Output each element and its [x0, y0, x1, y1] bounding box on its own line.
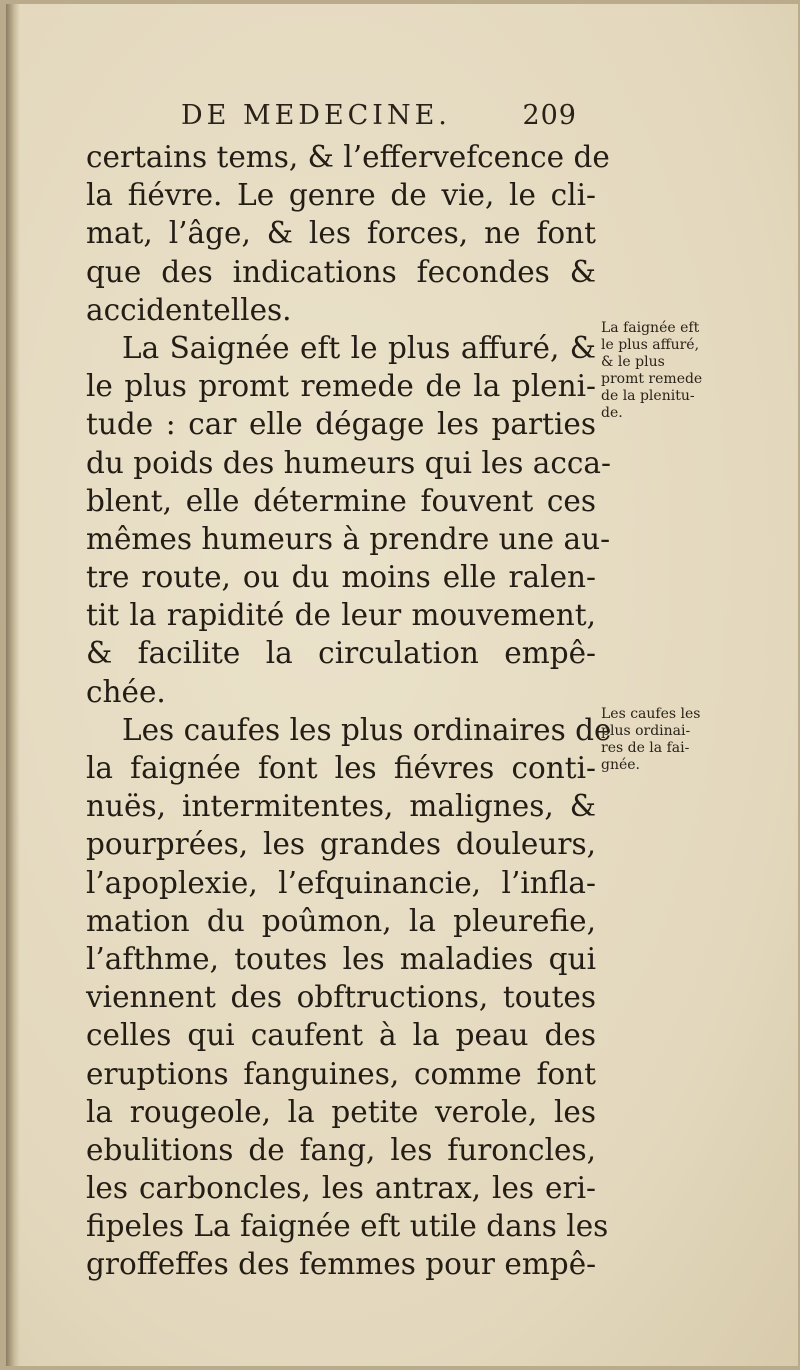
- text-line: la rougeole, la petite verole, les: [86, 1094, 596, 1129]
- text-line: accidentelles.: [86, 292, 292, 327]
- text-line: nuës, intermitentes, malignes, &: [86, 789, 596, 824]
- text-line: l’apoplexie, l’efquinancie, l’infla-: [86, 865, 596, 900]
- text-line: la faignée font les fiévres conti-: [86, 751, 596, 785]
- margin-note-line: res de la fai-: [601, 740, 690, 756]
- text-line: tre route, ou du moins elle ralen-: [86, 560, 596, 595]
- text-line: le plus promt remede de la pleni-: [86, 369, 596, 404]
- text-line: pourprées, les grandes douleurs,: [86, 827, 596, 862]
- text-line: groffeffes des femmes pour empê-: [86, 1247, 597, 1282]
- margin-note-line: La faignée eft: [601, 320, 700, 336]
- margin-note-causes: [601, 706, 743, 774]
- binding-gutter: [6, 4, 20, 1366]
- text-line: mation du poûmon, la pleurefie,: [86, 903, 596, 938]
- text-line: que des indications fecondes &: [86, 254, 596, 289]
- text-line: du poids des humeurs qui les acca-: [86, 445, 611, 480]
- text-line: fipeles La faignée eft utile dans les: [86, 1209, 609, 1244]
- paragraph-start: La Saignée eft le plus affuré, &: [122, 330, 596, 365]
- text-line: viennent des obftructions, toutes: [86, 980, 596, 1015]
- margin-note-line: gnée.: [601, 757, 640, 773]
- text-line: mat, l’âge, & les forces, ne font: [86, 216, 596, 251]
- page-number: 209: [522, 100, 577, 131]
- text-line: eruptions fanguines, comme font: [86, 1056, 596, 1091]
- text-line: tit la rapidité de leur mouvement,: [86, 598, 596, 633]
- running-head-title: DE MEDECINE.: [181, 100, 451, 131]
- margin-note-line: plus ordinai-: [601, 723, 691, 739]
- text-line: l’afthme, toutes les maladies qui: [86, 941, 596, 976]
- text-line: chée.: [86, 674, 166, 709]
- body-text: [86, 138, 612, 1284]
- text-line: les carboncles, les antrax, les eri-: [86, 1171, 596, 1206]
- paragraph-start: Les caufes les plus ordinaires de: [122, 712, 612, 747]
- running-head: [181, 100, 581, 140]
- margin-note-line: le plus affuré,: [601, 337, 700, 353]
- text-line: ebulitions de fang, les furoncles,: [86, 1132, 596, 1167]
- text-line: certains tems, & l’effervefcence de: [86, 140, 610, 174]
- text-line: & facilite la circulation empê-: [86, 636, 596, 671]
- text-line: celles qui caufent à la peau des: [86, 1018, 596, 1053]
- margin-note-line: Les caufes les: [601, 706, 701, 722]
- margin-note-line: de.: [601, 405, 623, 421]
- margin-note-line: & le plus: [601, 354, 665, 370]
- text-line: tude : car elle dégage les parties: [86, 407, 596, 442]
- text-line: blent, elle détermine fouvent ces: [86, 483, 596, 518]
- text-line: mêmes humeurs à prendre une au-: [86, 521, 611, 556]
- book-page: [6, 4, 798, 1366]
- text-line: la fiévre. Le genre de vie, le cli-: [86, 178, 596, 213]
- margin-note-saignee: [601, 320, 743, 422]
- margin-note-line: promt remede: [601, 371, 703, 387]
- margin-note-line: de la plenitu-: [601, 388, 695, 404]
